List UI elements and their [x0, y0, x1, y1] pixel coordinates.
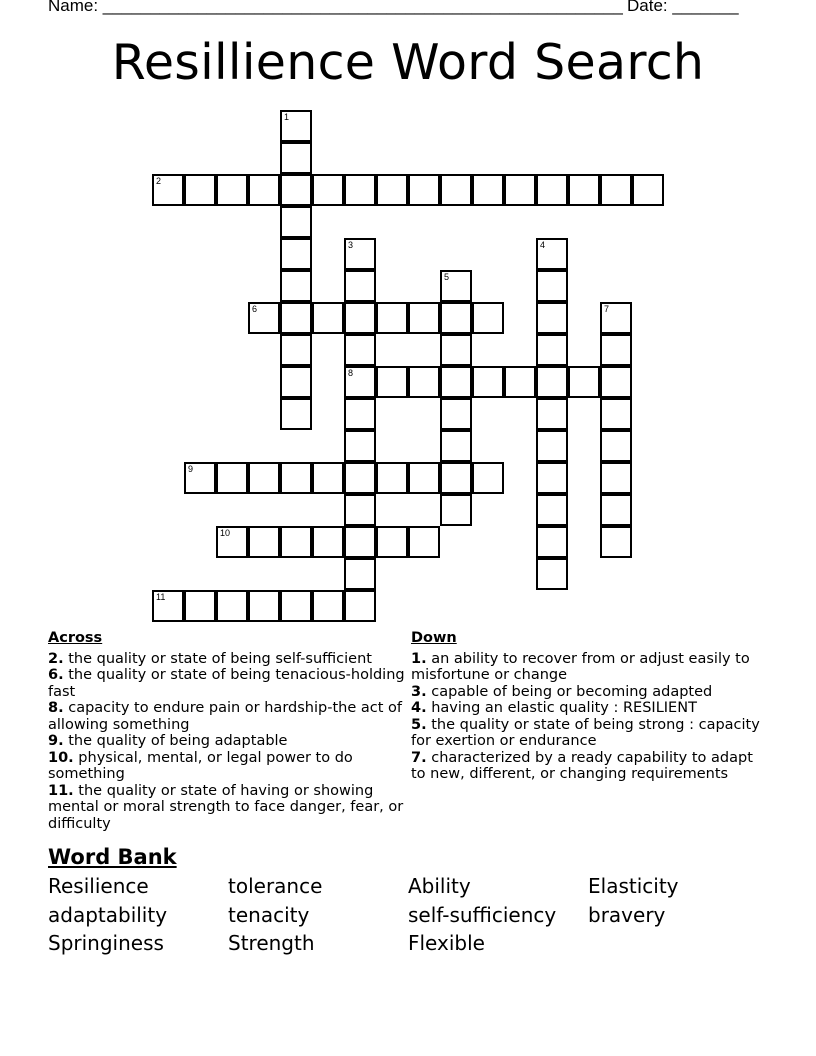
grid-cell[interactable]	[536, 430, 568, 462]
cell-number: 7	[604, 304, 610, 314]
cell-number: 3	[348, 240, 354, 250]
word-bank-item: Resilience	[48, 874, 149, 898]
grid-cell[interactable]	[600, 398, 632, 430]
grid-cell[interactable]	[344, 494, 376, 526]
clue-text: physical, mental, or legal power to do something	[48, 749, 353, 782]
clue-number: 3.	[411, 683, 427, 700]
grid-cell[interactable]	[344, 366, 376, 398]
cell-number: 10	[220, 528, 231, 538]
page-title: Resillience Word Search	[111, 34, 705, 91]
clue-number: 5.	[411, 716, 427, 733]
grid-cell[interactable]	[280, 366, 312, 398]
grid-cell[interactable]	[248, 174, 280, 206]
clue-text: the quality or state of being self-sufficient	[68, 650, 372, 667]
grid-cell[interactable]	[440, 462, 472, 494]
grid-cell[interactable]	[152, 590, 184, 622]
grid-cell[interactable]	[280, 462, 312, 494]
grid-cell[interactable]	[344, 526, 376, 558]
grid-cell[interactable]	[536, 270, 568, 302]
clue-text: capacity to endure pain or hardship-the act of allowing something	[48, 700, 402, 733]
clue-number: 8.	[48, 700, 64, 716]
word-bank-item: Elasticity	[588, 874, 679, 898]
grid-cell[interactable]	[472, 174, 504, 206]
across-clues	[48, 630, 408, 832]
grid-cell[interactable]	[280, 334, 312, 366]
grid-cell[interactable]	[280, 110, 312, 142]
grid-cell[interactable]	[408, 174, 440, 206]
grid-cell[interactable]	[504, 366, 536, 398]
clue-text: the quality or state of being strong : capacity for exertion or endurance	[411, 716, 760, 749]
grid-cell[interactable]	[312, 302, 344, 334]
grid-cell[interactable]	[344, 590, 376, 622]
grid-cell[interactable]	[248, 302, 280, 334]
across-clue	[48, 667, 408, 700]
grid-cell[interactable]	[184, 462, 216, 494]
grid-cell[interactable]	[280, 206, 312, 238]
grid-cell[interactable]	[376, 366, 408, 398]
date-field[interactable]: Date: _______	[627, 0, 739, 15]
grid-cell[interactable]	[408, 302, 440, 334]
down-clue	[411, 651, 761, 684]
grid-cell[interactable]	[376, 526, 408, 558]
grid-cell[interactable]	[344, 238, 376, 270]
down-clue	[411, 684, 761, 701]
clue-text: having an elastic quality : RESILIENT	[431, 700, 697, 716]
grid-cell[interactable]	[312, 590, 344, 622]
grid-cell[interactable]	[600, 494, 632, 526]
grid-cell[interactable]	[600, 430, 632, 462]
grid-cell[interactable]	[440, 494, 472, 526]
grid-cell[interactable]	[440, 302, 472, 334]
across-heading: Across	[48, 630, 103, 646]
grid-cell[interactable]	[408, 526, 440, 558]
grid-cell[interactable]	[408, 462, 440, 494]
cell-number: 1	[284, 112, 290, 122]
clue-number: 1.	[411, 650, 427, 667]
cell-number: 5	[444, 272, 450, 282]
grid-cell[interactable]	[600, 526, 632, 558]
clue-number: 6.	[48, 667, 64, 683]
grid-cell[interactable]	[280, 142, 312, 174]
grid-cell[interactable]	[440, 398, 472, 430]
clue-number: 2.	[48, 650, 64, 667]
cell-number: 6	[252, 304, 258, 314]
grid-cell[interactable]	[376, 462, 408, 494]
grid-cell[interactable]	[280, 590, 312, 622]
grid-cell[interactable]	[600, 462, 632, 494]
grid-cell[interactable]	[216, 462, 248, 494]
grid-cell[interactable]	[184, 174, 216, 206]
cell-number: 4	[540, 240, 546, 250]
grid-cell[interactable]	[440, 270, 472, 302]
across-clue	[48, 700, 408, 733]
grid-cell[interactable]	[376, 174, 408, 206]
grid-cell[interactable]	[344, 398, 376, 430]
grid-cell[interactable]	[600, 174, 632, 206]
down-clue	[411, 700, 761, 717]
clue-number: 11.	[48, 782, 74, 799]
grid-cell[interactable]	[216, 526, 248, 558]
grid-cell[interactable]	[408, 366, 440, 398]
grid-cell[interactable]	[536, 526, 568, 558]
grid-cell[interactable]	[536, 238, 568, 270]
word-bank-item: tenacity	[228, 903, 310, 927]
grid-cell[interactable]	[536, 558, 568, 590]
clue-number: 9.	[48, 733, 64, 749]
grid-cell[interactable]	[440, 334, 472, 366]
grid-cell[interactable]	[472, 366, 504, 398]
grid-cell[interactable]	[504, 174, 536, 206]
grid-cell[interactable]	[312, 526, 344, 558]
down-clue	[411, 750, 761, 783]
grid-cell[interactable]	[280, 270, 312, 302]
word-bank-item: adaptability	[48, 903, 168, 927]
grid-cell[interactable]	[280, 526, 312, 558]
grid-cell[interactable]	[568, 366, 600, 398]
grid-cell[interactable]	[152, 174, 184, 206]
clue-text: the quality or state of being tenacious-holding fast	[48, 667, 405, 700]
word-bank-item: Flexible	[408, 931, 485, 955]
grid-cell[interactable]	[344, 270, 376, 302]
clue-text: an ability to recover from or adjust easily to misfortune or change	[411, 650, 750, 683]
grid-cell[interactable]	[472, 462, 504, 494]
word-bank-item: Ability	[408, 874, 471, 898]
grid-cell[interactable]	[600, 302, 632, 334]
grid-cell[interactable]	[280, 174, 312, 206]
grid-cell[interactable]	[184, 590, 216, 622]
clue-text: the quality of being adaptable	[68, 733, 288, 749]
cell-number: 8	[348, 368, 354, 378]
grid-cell[interactable]	[536, 462, 568, 494]
grid-cell[interactable]	[536, 174, 568, 206]
word-bank-item: bravery	[588, 903, 666, 927]
grid-cell[interactable]	[344, 430, 376, 462]
cell-number: 9	[188, 464, 194, 474]
cell-number: 11	[156, 592, 166, 602]
grid-cell[interactable]	[280, 398, 312, 430]
cell-number: 2	[156, 176, 162, 186]
grid-cell[interactable]	[600, 366, 632, 398]
grid-cell[interactable]	[312, 174, 344, 206]
clue-text: capable of being or becoming adapted	[431, 683, 713, 700]
grid-cell[interactable]	[632, 174, 664, 206]
clue-text: the quality or state of having or showing mental or moral strength to face danger, fear, or difficulty	[48, 782, 404, 832]
across-clue	[48, 733, 408, 750]
word-bank-item: Springiness	[48, 931, 164, 955]
grid-cell[interactable]	[344, 334, 376, 366]
grid-cell[interactable]	[440, 430, 472, 462]
word-bank-item: Strength	[228, 931, 315, 955]
clue-number: 10.	[48, 749, 74, 766]
grid-cell[interactable]	[280, 302, 312, 334]
grid-cell[interactable]	[440, 174, 472, 206]
grid-cell[interactable]	[344, 462, 376, 494]
grid-cell[interactable]	[344, 558, 376, 590]
grid-cell[interactable]	[248, 526, 280, 558]
grid-cell[interactable]	[536, 334, 568, 366]
grid-cell[interactable]	[216, 590, 248, 622]
clue-number: 7.	[411, 749, 427, 766]
down-heading: Down	[411, 630, 457, 646]
word-bank-item: tolerance	[228, 874, 323, 898]
grid-cell[interactable]	[312, 462, 344, 494]
grid-cell[interactable]	[536, 302, 568, 334]
across-clue	[48, 651, 408, 668]
grid-cell[interactable]	[536, 494, 568, 526]
down-clue	[411, 717, 761, 750]
grid-cell[interactable]	[376, 302, 408, 334]
across-clue	[48, 783, 408, 833]
clue-text: characterized by a ready capability to adapt to new, different, or changing requirements	[411, 749, 753, 782]
down-clues	[411, 630, 761, 783]
grid-cell[interactable]	[568, 174, 600, 206]
clue-number: 4.	[411, 700, 427, 716]
grid-cell[interactable]	[280, 238, 312, 270]
grid-cell[interactable]	[344, 302, 376, 334]
grid-cell[interactable]	[440, 366, 472, 398]
grid-cell[interactable]	[216, 174, 248, 206]
grid-cell[interactable]	[472, 302, 504, 334]
grid-cell[interactable]	[248, 462, 280, 494]
grid-cell[interactable]	[248, 590, 280, 622]
grid-cell[interactable]	[536, 398, 568, 430]
name-field[interactable]: Name: _______________________________________________________	[48, 0, 623, 15]
word-bank-item: self-sufficiency	[408, 903, 557, 927]
grid-cell[interactable]	[600, 334, 632, 366]
across-clue	[48, 750, 408, 783]
grid-cell[interactable]	[536, 366, 568, 398]
word-bank-title: Word Bank	[48, 845, 177, 869]
grid-cell[interactable]	[344, 174, 376, 206]
